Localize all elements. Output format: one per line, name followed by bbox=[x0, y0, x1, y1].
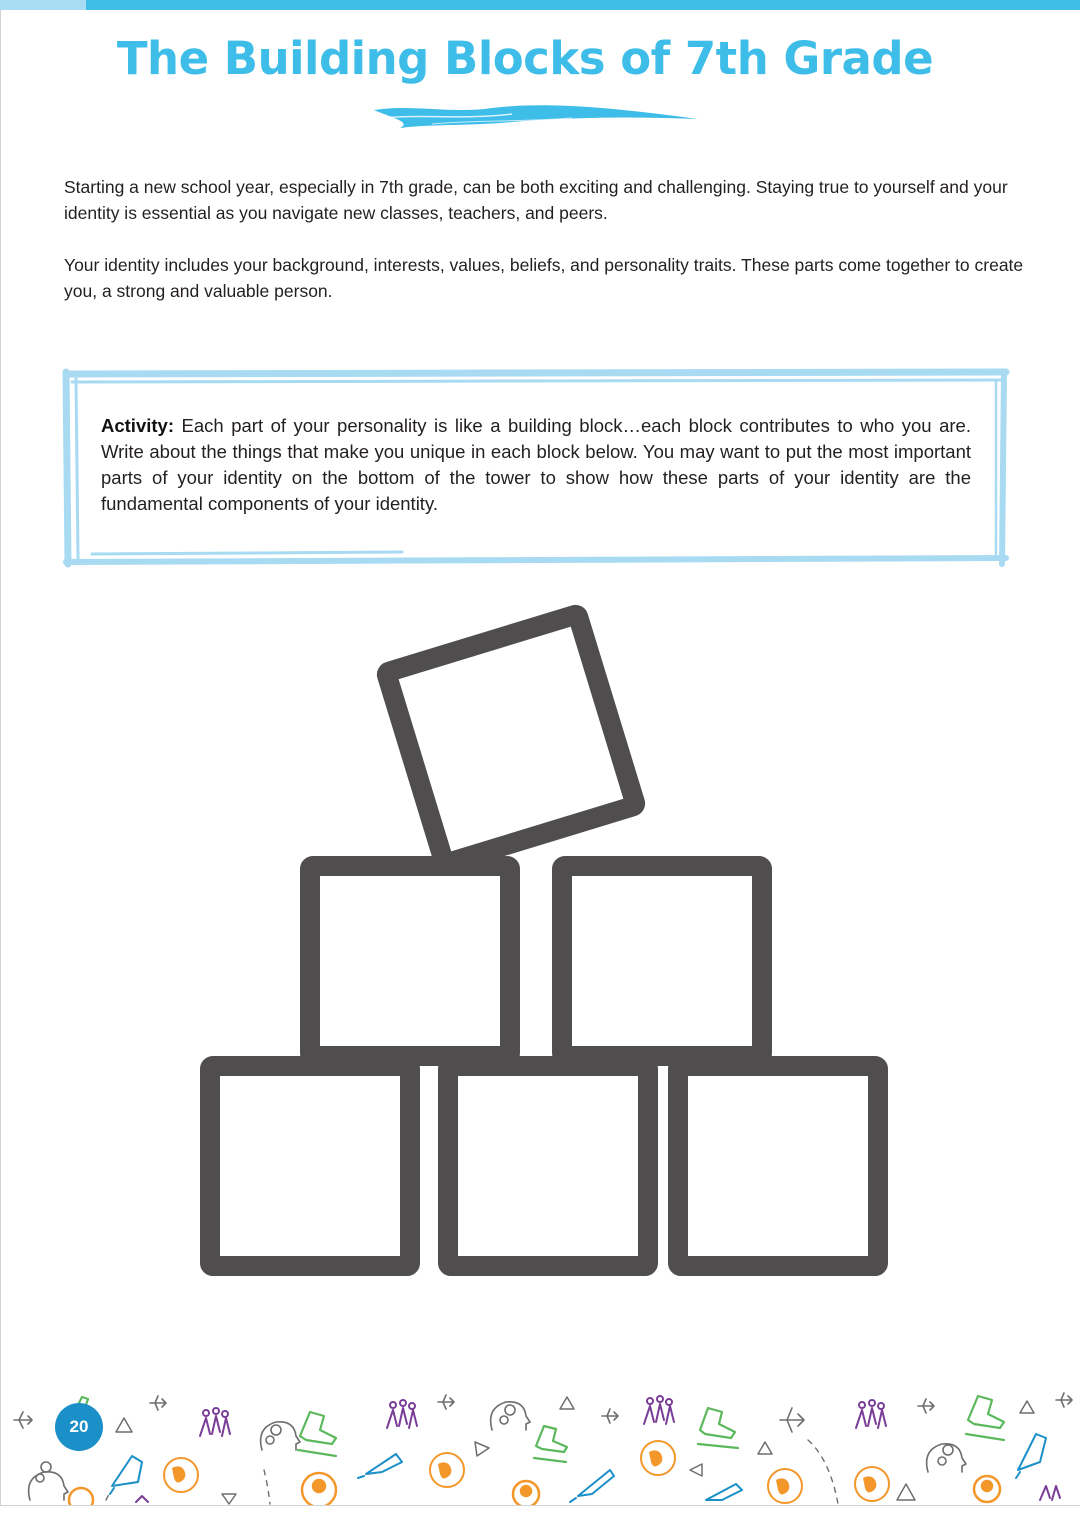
block-middle-right[interactable] bbox=[562, 866, 762, 1056]
page-edge-bottom bbox=[0, 1505, 1080, 1506]
intro-paragraph-2: Your identity includes your background, interests, values, beliefs, and personality traits. These parts come together to create you, a strong and valuable person. bbox=[64, 255, 1024, 301]
block-bottom-right[interactable] bbox=[678, 1066, 878, 1266]
people-icon bbox=[136, 1396, 1060, 1502]
building-blocks-tower bbox=[0, 590, 1080, 1290]
top-accent-bar bbox=[0, 0, 1080, 10]
user-icon bbox=[69, 1473, 1000, 1505]
activity-label: Activity: bbox=[101, 415, 174, 436]
block-middle-left[interactable] bbox=[310, 866, 510, 1056]
page-title: The Building Blocks of 7th Grade bbox=[116, 32, 934, 85]
intro-paragraph-1: Starting a new school year, especially in 7th grade, can be both exciting and challenging. Staying true to yourself and your identity is essential as you navigate new classes, teachers, and peers. bbox=[64, 177, 1008, 223]
block-bottom-middle[interactable] bbox=[448, 1066, 648, 1266]
block-top-tilted[interactable] bbox=[386, 614, 636, 864]
footer-icon-pattern bbox=[0, 1385, 1080, 1505]
gears-head-icon bbox=[29, 1402, 966, 1500]
top-accent-bar-light bbox=[0, 0, 86, 10]
activity-body: Each part of your personality is like a building block…each block contributes to who you are. Write about the things that make you unique in each block below. You may want to put the most important parts of your identity on the bottom of the tower to show how these parts of your identity are the fundamental components of your identity. bbox=[101, 415, 971, 514]
rocket-icon bbox=[110, 1434, 1046, 1502]
block-bottom-left[interactable] bbox=[210, 1066, 410, 1266]
brush-stroke-decoration bbox=[372, 100, 702, 132]
activity-instructions bbox=[101, 413, 971, 517]
triangle-icon bbox=[116, 1397, 1034, 1504]
page-number-badge: 20 bbox=[55, 1403, 103, 1451]
